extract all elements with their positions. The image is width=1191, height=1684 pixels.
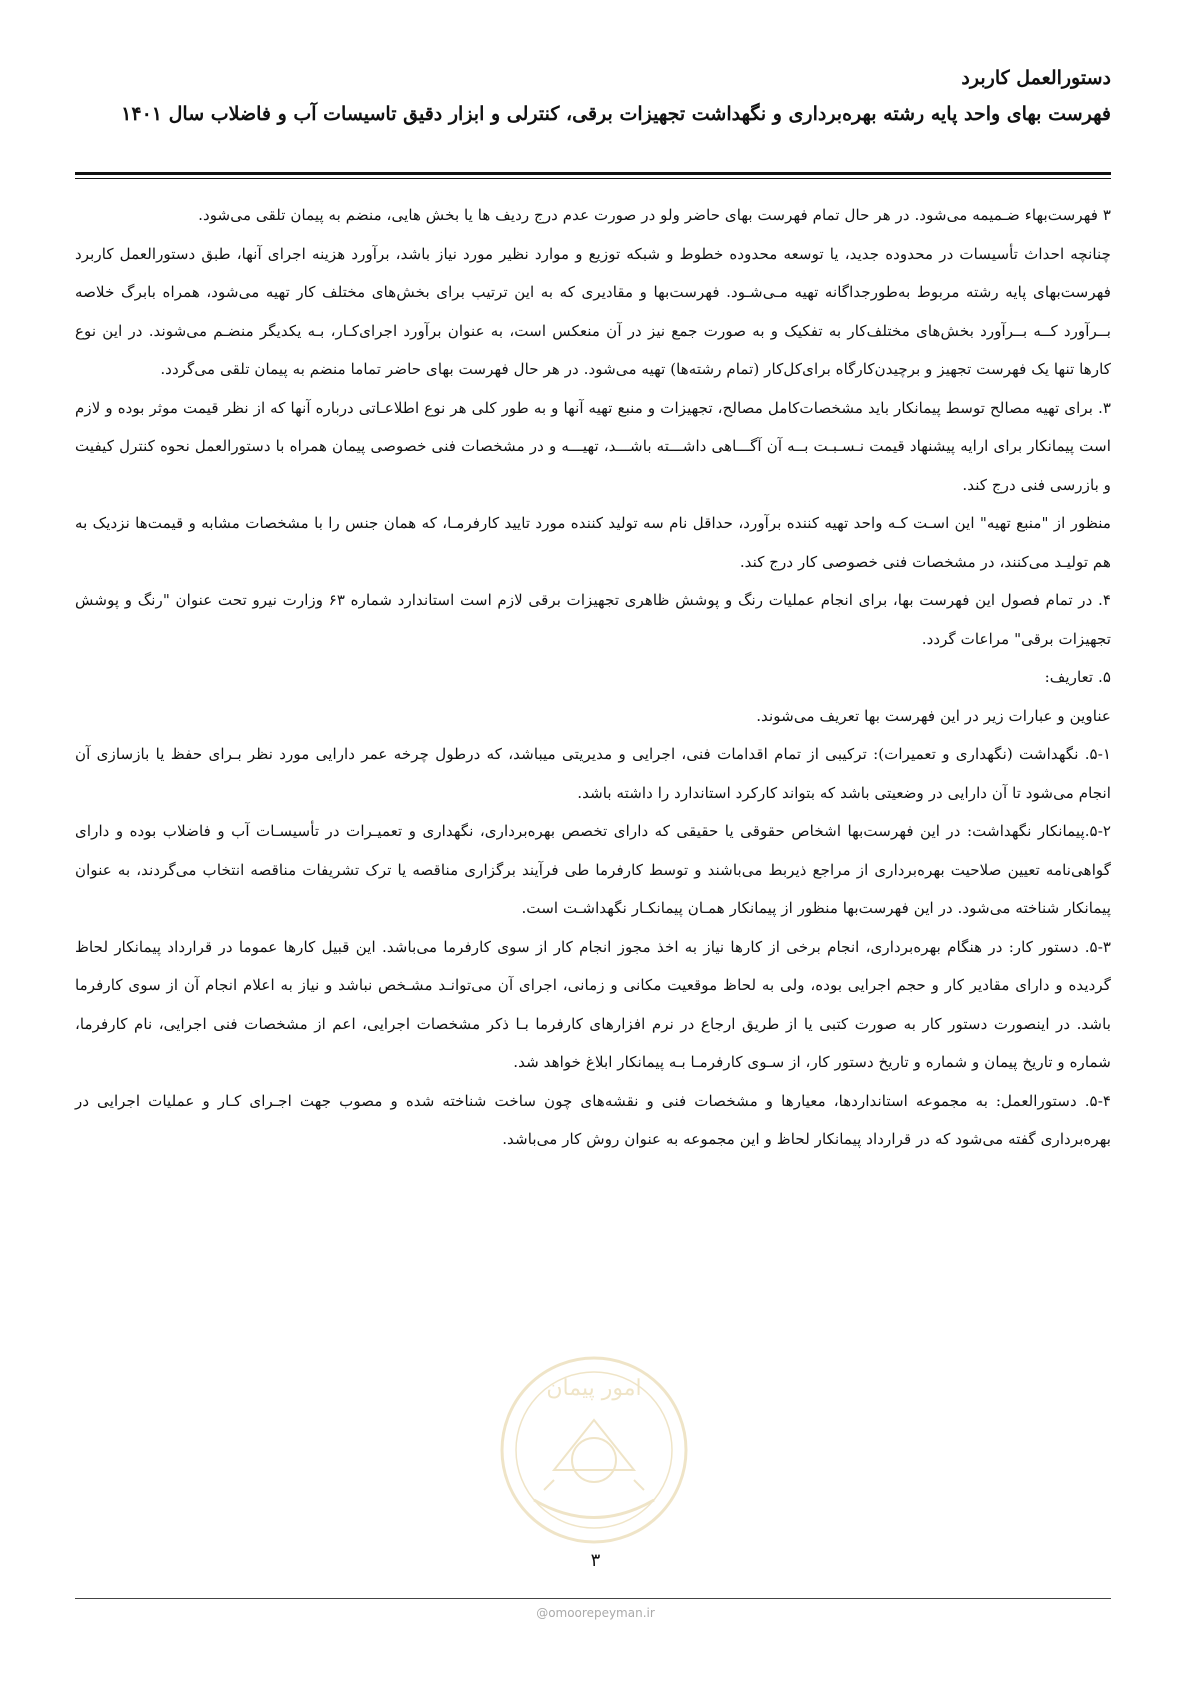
paragraph: ۵-۲.پیمانکار نگهداشت: در این فهرست‌بها اشخاص حقوقی یا حقیقی که دارای تخصص بهره‌برداری، نگهداری و تعمیـرات در تأسیسـات آب و فاضلاب بوده و دارای گواهی‌نامه تعیین صلاحیت بهره‌برداری از مراجع ذیربط می‌باشند و توسط کارفرما طی فرآیند برگزاری مناقصه یا ترک تشریفات مناقصه انتخاب می‌گردند، به عنوان پیمانکار شناخته می‌شود. در این فهرست‌بها منظور از پیمانکار همـان پیمانکـار نگهداشـت است.	[75, 822, 1111, 917]
document-subtitle: فهرست بهای واحد پایه رشته بهره‌برداری و نگهداشت تجهیزات برقی، کنترلی و ابزار دقیق تاسیسات آب و فاضلاب سال ۱۴۰۱	[121, 103, 1111, 125]
paragraph: عناوین و عبارات زیر در این فهرست بها تعریف می‌شوند.	[756, 706, 1111, 725]
page-number: ۳	[590, 1550, 601, 1571]
seal-logo-text: امور پیمان	[546, 1376, 642, 1401]
paragraph: ۵-۳. دستور کار: در هنگام بهره‌برداری، انجام برخی از کارها نیاز به اخذ مجوز انجام کار از سوی کارفرما می‌باشد. این قبیل کارها عموما در قرارداد پیمانکار لحاظ گردیده و دارای مقادیر کار و حجم اجرایی بوده، ولی به لحاظ موقعیت مکانی و زمانی، اجرای آن می‌توانـد مشـخص نباشد و نیاز به اعلام انجام آن از سوی کارفرما باشد. در اینصورت دستور کار به صورت کتبی یا از طریق ارجاع در نرم افزارهای کارفرما بـا ذکر مشخصات اجرایی، اعم از مشخصات فنی اجرایی، نام کارفرما، شماره و تاریخ پیمان و شماره و تاریخ دستور کار، از سـوی کارفرمـا بـه پیمانکار ابلاغ خواهد شد.	[75, 937, 1111, 1071]
document-title: دستورالعمل کاربرد	[961, 67, 1111, 89]
paragraph: ۵-۱. نگهداشت (نگهداری و تعمیرات): ترکیبی از تمام اقدامات فنی، اجرایی و مدیریتی میباشد، که درطول چرخه عمر دارایی مورد نظر بـرای حفظ یا بازسازی آن انجام می‌شود تا آن دارایی در وضعیتی باشد که بتواند کارکرد استاندارد را داشته باشد.	[75, 745, 1111, 802]
paragraph: چنانچه احداث تأسیسات در محدوده جدید، یا توسعه محدوده خطوط و شبکه توزیع و موارد نظیر مورد نیاز باشد، برآورد هزینه اجرای آنها، طبق دستورالعمل کاربرد فهرست‌بهای پایه رشته مربوط به‌طورجداگانه تهیه مـی‌شـود. فهرست‌بها و مقادیری که به این ترتیب برای بخش‌های مختلف کار تهیه می‌شود، همراه بابرگ خلاصه بــرآورد کــه بــرآورد بخش‌های مختلف‌کار به تفکیک و به صورت جمع نیز در آن منعکس است، به عنوان برآورد اجرای‌کـار، بـه یکدیگر منضـم می‌شوند. در این نوع کارها تنها یک فهرست تجهیز و برچیدن‌کارگاه برای‌کل‌کار (تمام رشته‌ها) تهیه می‌شود. در هر حال فهرست بهای حاضر تماما منضم به پیمان تلقی می‌گردد.	[75, 244, 1111, 378]
header-divider-thick	[75, 172, 1111, 175]
paragraph: منظور از "منبع تهیه" این اسـت کـه واحد تهیه کننده برآورد، حداقل نام سه تولید کننده مورد تایید کارفرمـا، که همان جنس را با مشخصات مشابه و قیمت‌ها نزدیک به هم تولیـد می‌کنند، در مشخصات فنی خصوصی کار درج کند.	[75, 514, 1111, 571]
document-body	[75, 196, 1111, 1159]
paragraph: ۴. در تمام فصول این فهرست بها، برای انجام عملیات رنگ و پوشش ظاهری تجهیزات برقی لازم است استاندارد شماره ۶۳ وزارت نیرو تحت عنوان "رنگ و پوشش تجهیزات برقی" مراعات گردد.	[75, 591, 1112, 648]
footer-divider	[75, 1598, 1111, 1599]
paragraph: ۳ فهرست‌بهاء ضـمیمه می‌شود. در هر حال تمام فهرست بهای حاضر ولو در صورت عدم درج ردیف ها یا بخش هایی، منضم به پیمان تلقی می‌شود.	[198, 206, 1111, 224]
paragraph: ۵-۴. دستورالعمل: به مجموعه استانداردها، معیارها و مشخصات فنی و نقشه‌های چون ساخت شناخته شده و مصوب جهت اجـرای کـار و عملیات اجرایی در بهره‌برداری گفته می‌شود که در قرارداد پیمانکار لحاظ و این مجموعه به عنوان روش کار می‌باشد.	[75, 1091, 1111, 1148]
document-header	[75, 60, 1111, 132]
paragraph: ۳. برای تهیه مصالح توسط پیمانکار باید مشخصات‌کامل مصالح، تجهیزات و منبع تهیه آنها و به طور کلی هر نوع اطلاعـاتی درباره آنها که از نظر قیمت موثر بوده و لازم است پیمانکار برای ارایه پیشنهاد قیمت نـسـبـت بــه آن آگـــاهی داشـــته باشـــد، تهیـــه و در مشخصات فنی خصوصی پیمان همراه با دستورالعمل نحوه کنترل کیفیت و بازرسی فنی درج کند.	[75, 398, 1111, 494]
header-divider-thin	[75, 178, 1111, 179]
seal-watermark-icon	[494, 1350, 694, 1550]
footer-url: @omoorepeyman.ir	[536, 1606, 655, 1620]
paragraph: ۵. تعاریف:	[1044, 668, 1111, 686]
